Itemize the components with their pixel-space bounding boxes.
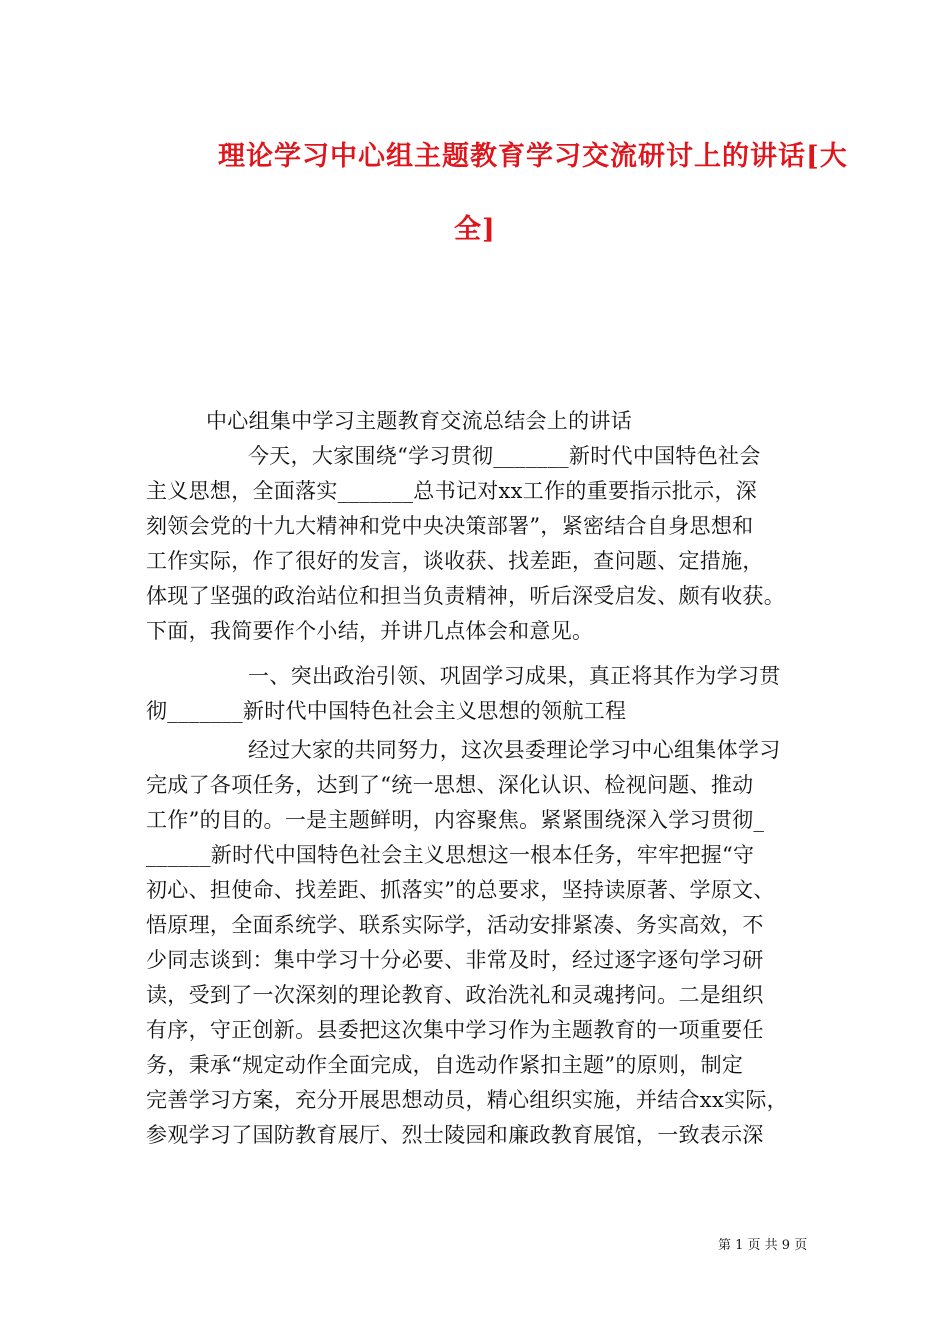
body-line: ______新时代中国特色社会主义思想这一根本任务，牢牢把握“守 bbox=[146, 843, 755, 867]
body-line: 少同志谈到：集中学习十分必要、非常及时，经过逐字逐句学习研 bbox=[146, 948, 764, 972]
body-line: 读，受到了一次深刻的理论教育、政治洗礼和灵魂拷问。二是组织 bbox=[146, 983, 764, 1007]
page-number-footer: 第 1 页 共 9 页 bbox=[718, 1238, 808, 1253]
body-line: 悟原理，全面系统学、联系实际学，活动安排紧凑、务实高效，不 bbox=[146, 913, 764, 937]
section-heading-line: 彻_______新时代中国特色社会主义思想的领航工程 bbox=[146, 699, 627, 723]
body-line: 今天，大家围绕“学习贯彻_______新时代中国特色社会 bbox=[248, 444, 761, 468]
body-line: 工作实际，作了很好的发言，谈收获、找差距，查问题、定措施， bbox=[146, 549, 764, 573]
body-line: 初心、担使命、找差距、抓落实”的总要求，坚持读原著、学原文、 bbox=[146, 878, 775, 902]
document-title-line1: 理论学习中心组主题教育学习交流研讨上的讲话[大 bbox=[218, 141, 848, 172]
body-line: 完善学习方案，充分开展思想动员，精心组织实施，并结合xx实际， bbox=[146, 1088, 788, 1112]
document-title-line2: 全] bbox=[454, 214, 496, 245]
section-heading-line: 一、突出政治引领、巩固学习成果，真正将其作为学习贯 bbox=[248, 664, 781, 688]
body-line: 完成了各项任务，达到了“统一思想、深化认识、检视问题、推动 bbox=[146, 773, 754, 797]
body-line: 刻领会党的十九大精神和党中央决策部署”，紧密结合自身思想和 bbox=[146, 514, 754, 538]
body-line: 参观学习了国防教育展厅、烈士陵园和廉政教育展馆，一致表示深 bbox=[146, 1123, 764, 1147]
body-line: 主义思想，全面落实_______总书记对xx工作的重要指示批示，深 bbox=[146, 479, 758, 503]
body-line: 下面，我简要作个小结，并讲几点体会和意见。 bbox=[146, 619, 594, 643]
subtitle: 中心组集中学习主题教育交流总结会上的讲话 bbox=[206, 409, 632, 433]
body-line: 工作”的目的。一是主题鲜明，内容聚焦。紧紧围绕深入学习贯彻_ bbox=[146, 808, 765, 832]
body-line: 经过大家的共同努力，这次县委理论学习中心组集体学习 bbox=[248, 738, 781, 762]
body-line: 务，秉承“规定动作全面完成，自选动作紧扣主题”的原则，制定 bbox=[146, 1053, 744, 1077]
body-line: 有序，守正创新。县委把这次集中学习作为主题教育的一项重要任 bbox=[146, 1018, 764, 1042]
body-line: 体现了坚强的政治站位和担当负责精神，听后深受启发、颇有收获。 bbox=[146, 584, 785, 608]
